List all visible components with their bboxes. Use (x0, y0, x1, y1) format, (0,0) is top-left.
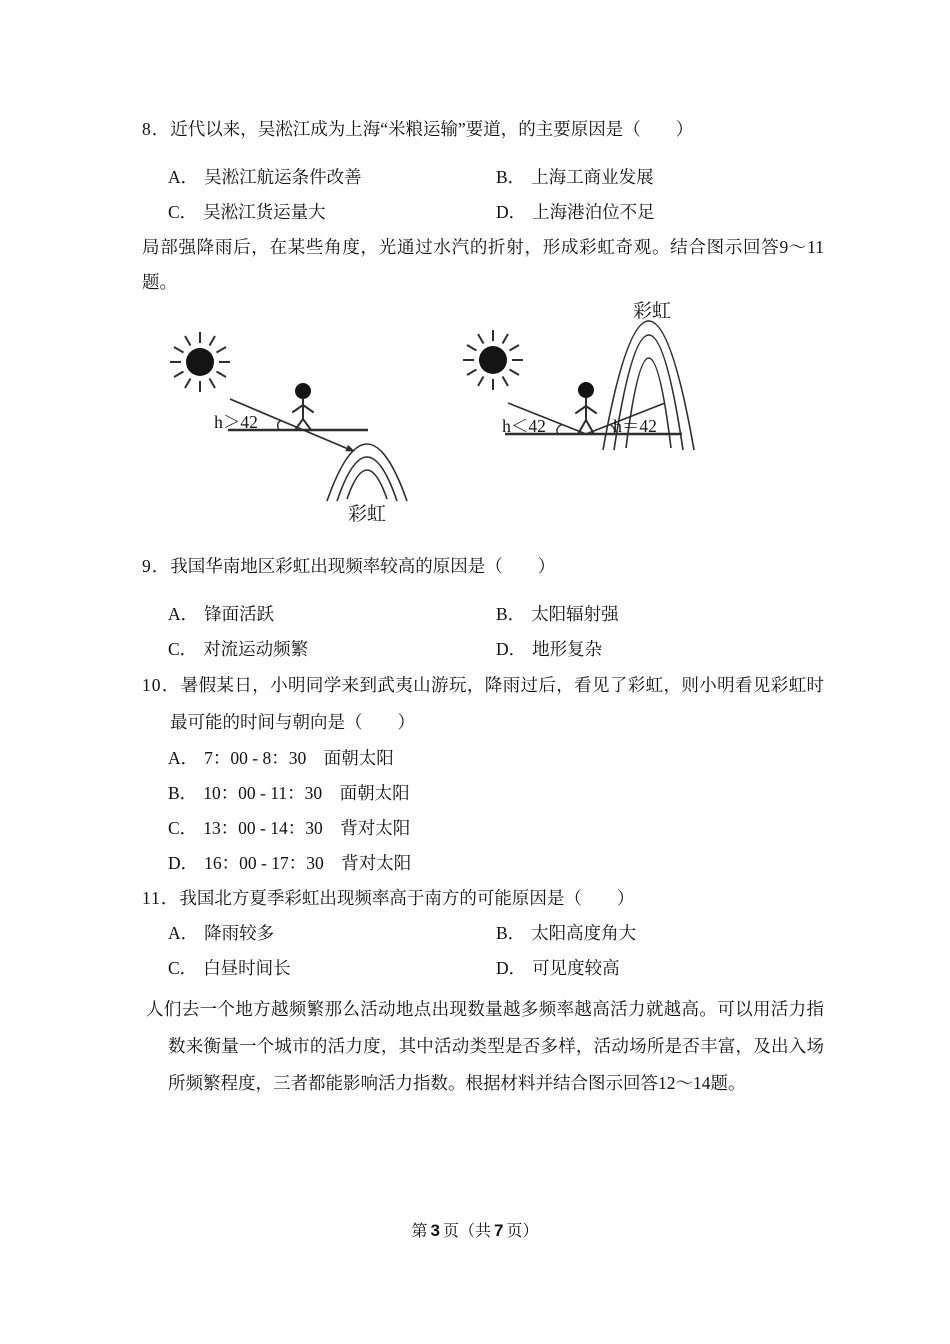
angle-label-rainbow: h＝42 (613, 416, 657, 436)
question-8-option-b (496, 160, 824, 195)
question-11-stem (142, 881, 824, 916)
option-d-text: 可见度较高 (532, 958, 620, 978)
question-9-stem (142, 549, 824, 584)
question-9-option-c (168, 632, 496, 667)
question-11-text: 我国北方夏季彩虹出现频率高于南方的可能原因是（ ） (179, 888, 635, 908)
option-d-label: D． (496, 639, 527, 659)
option-b-text: 太阳辐射强 (531, 604, 619, 624)
option-c-label: C． (168, 818, 198, 838)
question-10-option-b (142, 776, 824, 811)
question-8-text: 近代以来，吴淞江成为上海“米粮运输”要道，的主要原因是（ ） (170, 119, 694, 139)
question-9-number: 9． (142, 556, 171, 576)
question-9-text: 我国华南地区彩虹出现频率较高的原因是（ ） (170, 556, 556, 576)
question-10-option-c (142, 811, 824, 846)
question-11-option-c (168, 951, 496, 986)
option-b-label: B． (496, 604, 526, 624)
question-9-options-row-1 (142, 597, 824, 632)
option-d-label: D． (168, 853, 199, 873)
option-a-label: A． (168, 167, 199, 187)
question-10-number: 10． (142, 675, 181, 695)
sun-icon (463, 330, 523, 390)
question-8-options-row-1 (142, 160, 824, 195)
arrowhead-icon (345, 445, 355, 452)
option-b-text: 上海工商业发展 (531, 167, 654, 187)
question-8-options-row-2 (142, 195, 824, 230)
option-d-text: 16：00 - 17：30 背对太阳 (204, 853, 412, 873)
option-b-text: 10：00 - 11：30 面朝太阳 (203, 783, 410, 803)
stick-figure-icon (293, 383, 313, 430)
question-8-number: 8． (142, 119, 171, 139)
question-11-options-row-2 (142, 951, 824, 986)
option-d-text: 上海港泊位不足 (532, 202, 655, 222)
question-9-option-b (496, 597, 824, 632)
option-d-label: D． (496, 958, 527, 978)
option-b-label: B． (496, 923, 526, 943)
footer-text: 页） (506, 1223, 539, 1240)
question-10-option-a (142, 741, 824, 776)
angle-label: h＞42 (214, 412, 258, 432)
question-10-text: 暑假某日，小明同学来到武夷山游玩，降雨过后，看见了彩虹，则小明看见彩虹时最可能的时间与朝向是（ ） (170, 675, 825, 732)
option-c-label: C． (168, 202, 198, 222)
option-c-label: C． (168, 639, 198, 659)
option-a-text: 吴淞江航运条件改善 (204, 167, 362, 187)
footer-text: 第 (411, 1223, 428, 1240)
option-c-text: 白昼时间长 (203, 958, 291, 978)
stick-figure-icon (576, 382, 596, 434)
left-diagram (170, 332, 407, 525)
angle-label-sun: h＜42 (502, 416, 546, 436)
question-10-stem (142, 667, 824, 741)
option-a-text: 锋面活跃 (204, 604, 275, 624)
option-a-text: 7：00 - 8：30 面朝太阳 (204, 748, 394, 768)
option-d-label: D． (496, 202, 527, 222)
question-9-option-a (168, 597, 496, 632)
question-10-option-d (142, 846, 824, 881)
question-8-option-c (168, 195, 496, 230)
option-c-text: 对流运动频繁 (203, 639, 309, 659)
question-9-options-row-2 (142, 632, 824, 667)
option-b-text: 太阳高度角大 (531, 923, 637, 943)
question-8-option-a (168, 160, 496, 195)
question-8-option-d (496, 195, 824, 230)
rainbow-icon (327, 444, 407, 501)
option-a-label: A． (168, 923, 199, 943)
question-11-number: 11． (142, 888, 180, 908)
option-c-label: C． (168, 958, 198, 978)
question-8-stem (142, 112, 824, 147)
option-a-text: 降雨较多 (204, 923, 275, 943)
option-b-label: B． (168, 783, 198, 803)
option-a-label: A． (168, 748, 199, 768)
question-11-options-row-1 (142, 916, 824, 951)
footer-text: 页（共 (442, 1223, 491, 1240)
rainbow-label: 彩虹 (347, 504, 387, 525)
page-footer (0, 1220, 950, 1243)
option-c-text: 13：00 - 14：30 背对太阳 (203, 818, 411, 838)
question-11-option-d (496, 951, 824, 986)
footer-page-number: 3 (430, 1221, 440, 1240)
option-a-label: A． (168, 604, 199, 624)
exam-content (142, 112, 824, 1102)
vitality-intro-paragraph: 人们去一个地方越频繁那么活动地点出现数量越多频率越高活力就越高。可以用活力指数来衡量一个城市的活力度，其中活动类型是否多样，活动场所是否丰富，及出入场所频繁程度，三者都能影响活力指数。根据材料并结合图示回答12～14题。 (146, 999, 824, 1093)
option-b-label: B． (496, 167, 526, 187)
question-11-option-a (168, 916, 496, 951)
footer-total-pages: 7 (494, 1221, 504, 1240)
angle-arc (557, 425, 562, 435)
rainbow-label: 彩虹 (632, 301, 672, 322)
rainbow-intro-paragraph: 局部强降雨后，在某些角度，光通过水汽的折射，形成彩虹奇观。结合图示回答9～11题。 (142, 237, 824, 292)
right-diagram (463, 300, 694, 450)
angle-arc (278, 421, 281, 431)
question-9-option-d (496, 632, 824, 667)
rainbow-diagram (142, 293, 824, 535)
sun-icon (170, 332, 230, 392)
question-11-option-b (496, 916, 824, 951)
option-d-text: 地形复杂 (532, 639, 603, 659)
option-c-text: 吴淞江货运量大 (203, 202, 326, 222)
